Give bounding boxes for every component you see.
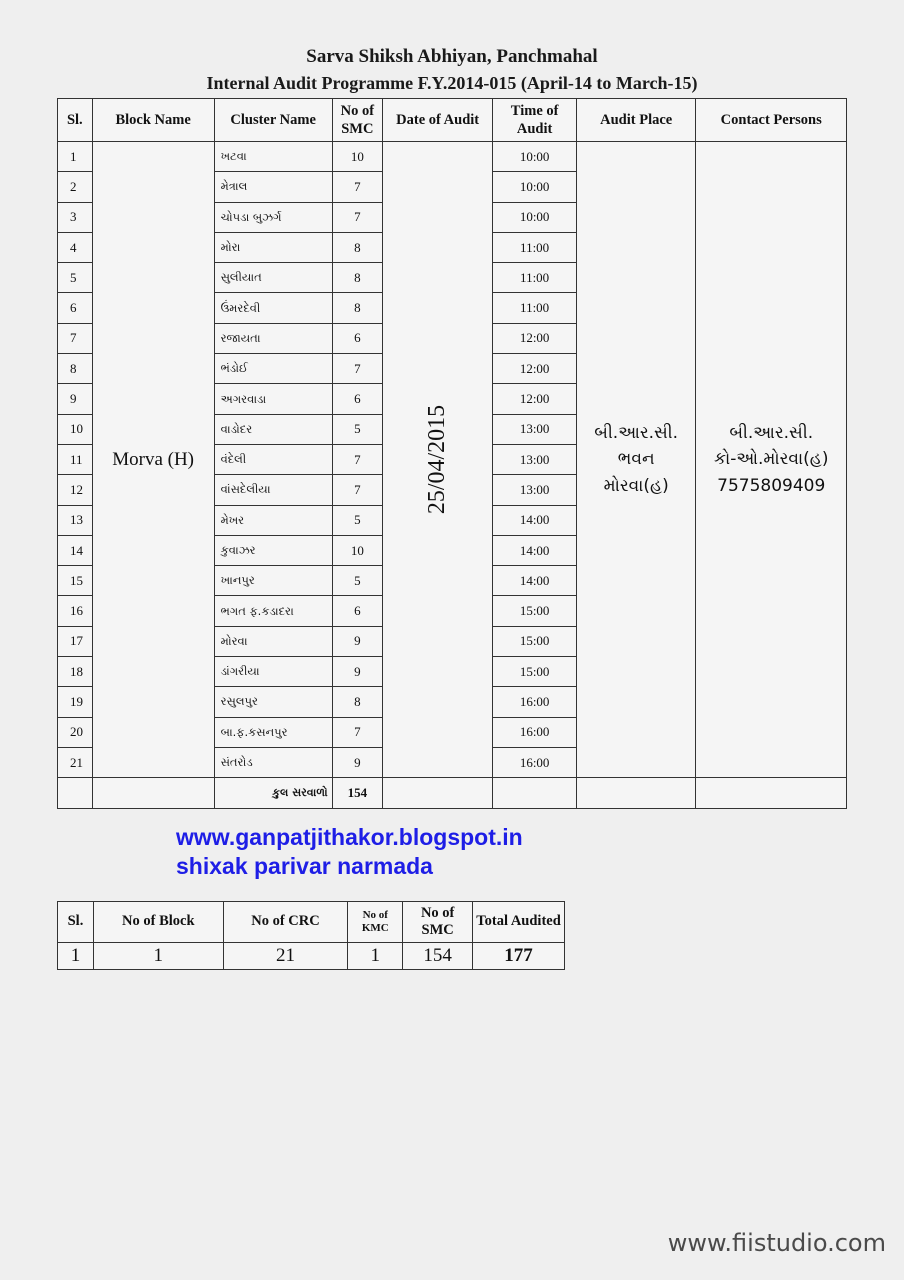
- total-empty-cell: [576, 778, 696, 808]
- row-time: 13:00: [493, 414, 577, 444]
- row-time: 16:00: [493, 747, 577, 777]
- row-cluster: ખટવા: [214, 142, 332, 172]
- header-date-of-audit: Date of Audit: [382, 99, 492, 142]
- audit-place-line: બી.આર.સી.: [594, 423, 679, 444]
- summary-header-smc: No of SMC: [403, 902, 473, 943]
- row-smc: 7: [332, 354, 382, 384]
- row-sl: 11: [58, 444, 93, 474]
- header-sl: Sl.: [58, 99, 93, 142]
- row-sl: 13: [58, 505, 93, 535]
- row-time: 10:00: [493, 142, 577, 172]
- summary-sl: 1: [58, 943, 94, 970]
- summary-smc: 154: [403, 943, 473, 970]
- row-cluster: ડાંગરીયા: [214, 657, 332, 687]
- row-sl: 4: [58, 232, 93, 262]
- row-sl: 16: [58, 596, 93, 626]
- row-time: 12:00: [493, 323, 577, 353]
- row-time: 10:00: [493, 172, 577, 202]
- audit-place-line: મોરવા(હ): [603, 475, 669, 496]
- summary-blocks: 1: [93, 943, 223, 970]
- row-cluster: વાડોદર: [214, 414, 332, 444]
- row-cluster: મેખર: [214, 505, 332, 535]
- tagline-text: shixak parivar narmada: [176, 853, 433, 879]
- row-cluster: કુવાઝર: [214, 535, 332, 565]
- audit-date-cell: [382, 142, 492, 778]
- row-time: 15:00: [493, 626, 577, 656]
- summary-row: [58, 943, 565, 970]
- total-row: [58, 778, 847, 808]
- row-cluster: સંતરોડ: [214, 747, 332, 777]
- row-sl: 17: [58, 626, 93, 656]
- row-smc: 5: [332, 414, 382, 444]
- row-sl: 2: [58, 172, 93, 202]
- summary-total-audited: 177: [473, 943, 565, 970]
- summary-header-crc: No of CRC: [223, 902, 348, 943]
- audit-date-text: 25/04/2015: [424, 404, 451, 515]
- contact-line: 7575809409: [717, 475, 826, 496]
- row-cluster: રસુલપુર: [214, 687, 332, 717]
- row-cluster: રજાયતા: [214, 323, 332, 353]
- row-time: 11:00: [493, 293, 577, 323]
- row-time: 11:00: [493, 232, 577, 262]
- summary-header-row: [58, 902, 565, 943]
- row-sl: 19: [58, 687, 93, 717]
- audit-schedule-table: [57, 98, 847, 809]
- row-time: 10:00: [493, 202, 577, 232]
- row-time: 13:00: [493, 444, 577, 474]
- row-smc: 8: [332, 232, 382, 262]
- contact-line: કો-ઓ.મોરવા(હ): [713, 449, 829, 470]
- total-empty-cell: [92, 778, 214, 808]
- row-cluster: મોરવા: [214, 626, 332, 656]
- row-time: 14:00: [493, 566, 577, 596]
- summary-header-kmc: No of KMC: [348, 902, 403, 943]
- header-contact-persons: Contact Persons: [696, 99, 847, 142]
- row-sl: 6: [58, 293, 93, 323]
- row-time: 12:00: [493, 384, 577, 414]
- header-no-of-smc: No of SMC: [332, 99, 382, 142]
- row-smc: 8: [332, 263, 382, 293]
- row-smc: 9: [332, 626, 382, 656]
- total-label: કુલ સરવાળો: [214, 778, 332, 808]
- row-cluster: અગરવાડા: [214, 384, 332, 414]
- document-subtitle: Internal Audit Programme F.Y.2014-015 (April-14 to March-15): [206, 73, 698, 93]
- table-row: [58, 142, 847, 172]
- summary-header-sl: Sl.: [58, 902, 94, 943]
- summary-header-total: Total Audited: [473, 902, 565, 943]
- header-block-name: Block Name: [92, 99, 214, 142]
- summary-crc: 21: [223, 943, 348, 970]
- row-smc: 7: [332, 475, 382, 505]
- website-link[interactable]: www.ganpatjithakor.blogspot.in: [176, 824, 523, 850]
- row-cluster: વંદેલી: [214, 444, 332, 474]
- row-sl: 8: [58, 354, 93, 384]
- row-smc: 10: [332, 142, 382, 172]
- total-empty-cell: [696, 778, 847, 808]
- block-name-cell: Morva (H): [92, 142, 214, 778]
- row-sl: 10: [58, 414, 93, 444]
- row-time: 13:00: [493, 475, 577, 505]
- row-sl: 14: [58, 535, 93, 565]
- row-smc: 9: [332, 657, 382, 687]
- row-smc: 7: [332, 172, 382, 202]
- row-time: 16:00: [493, 687, 577, 717]
- summary-kmc: 1: [348, 943, 403, 970]
- summary-header-blocks: No of Block: [93, 902, 223, 943]
- row-cluster: ભંડોઈ: [214, 354, 332, 384]
- row-sl: 9: [58, 384, 93, 414]
- row-time: 16:00: [493, 717, 577, 747]
- row-sl: 12: [58, 475, 93, 505]
- row-cluster: ભગત ફ.કડાદરા: [214, 596, 332, 626]
- row-time: 15:00: [493, 596, 577, 626]
- total-empty-cell: [58, 778, 93, 808]
- row-smc: 6: [332, 596, 382, 626]
- row-smc: 7: [332, 202, 382, 232]
- header-audit-place: Audit Place: [576, 99, 696, 142]
- row-smc: 10: [332, 535, 382, 565]
- table-header-row: [58, 99, 847, 142]
- row-cluster: મોરા: [214, 232, 332, 262]
- row-sl: 20: [58, 717, 93, 747]
- row-smc: 8: [332, 293, 382, 323]
- row-cluster: સુલીયાત: [214, 263, 332, 293]
- row-smc: 7: [332, 717, 382, 747]
- row-cluster: ઉંમરદેવી: [214, 293, 332, 323]
- row-sl: 3: [58, 202, 93, 232]
- row-cluster: ખાનપુર: [214, 566, 332, 596]
- audit-place-line: ભવન: [617, 449, 655, 470]
- row-time: 15:00: [493, 657, 577, 687]
- row-time: 12:00: [493, 354, 577, 384]
- document-title: Sarva Shiksh Abhiyan, Panchmahal: [306, 46, 598, 67]
- row-sl: 21: [58, 747, 93, 777]
- row-time: 14:00: [493, 505, 577, 535]
- watermark-text: www.fiistudio.com: [667, 1229, 886, 1257]
- total-smc: 154: [332, 778, 382, 808]
- header-cluster-name: Cluster Name: [214, 99, 332, 142]
- row-sl: 15: [58, 566, 93, 596]
- contact-line: બી.આર.સી.: [729, 423, 814, 444]
- summary-table: [57, 901, 565, 970]
- row-cluster: બા.ફ.કસનપુર: [214, 717, 332, 747]
- row-time: 14:00: [493, 535, 577, 565]
- audit-place-cell: [576, 142, 696, 778]
- row-smc: 7: [332, 444, 382, 474]
- row-smc: 9: [332, 747, 382, 777]
- row-cluster: મેત્રાલ: [214, 172, 332, 202]
- row-smc: 5: [332, 566, 382, 596]
- header-time-of-audit: Time of Audit: [493, 99, 577, 142]
- total-empty-cell: [493, 778, 577, 808]
- row-sl: 5: [58, 263, 93, 293]
- row-cluster: ચોપડા બુઝર્ગ: [214, 202, 332, 232]
- row-time: 11:00: [493, 263, 577, 293]
- contact-persons-cell: [696, 142, 847, 778]
- row-sl: 7: [58, 323, 93, 353]
- row-smc: 6: [332, 323, 382, 353]
- row-cluster: વાંસદેલીયા: [214, 475, 332, 505]
- row-sl: 18: [58, 657, 93, 687]
- row-smc: 6: [332, 384, 382, 414]
- row-smc: 5: [332, 505, 382, 535]
- row-sl: 1: [58, 142, 93, 172]
- row-smc: 8: [332, 687, 382, 717]
- total-empty-cell: [382, 778, 492, 808]
